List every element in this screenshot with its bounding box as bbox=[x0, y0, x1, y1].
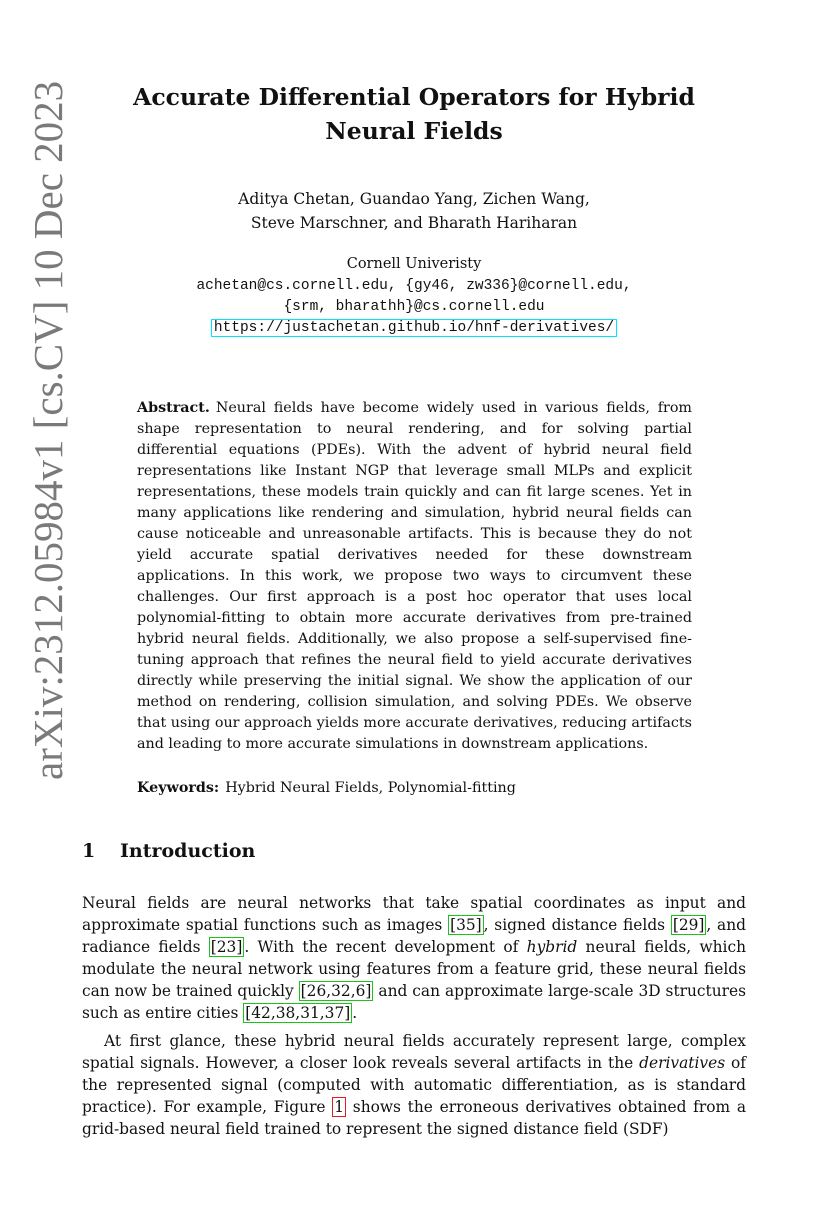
project-url-link[interactable]: https://justachetan.github.io/hnf-derivatives/ bbox=[211, 319, 617, 337]
emphasis-hybrid: hybrid bbox=[526, 938, 578, 956]
text-run: , signed distance fields bbox=[483, 916, 671, 934]
section-number: 1 bbox=[82, 840, 96, 862]
keywords-text: Hybrid Neural Fields, Polynomial-fitting bbox=[225, 780, 516, 796]
citation-link[interactable]: [23] bbox=[210, 938, 243, 956]
paper-title-line-1: Accurate Differential Operators for Hybrid bbox=[133, 83, 695, 111]
intro-paragraph-1 bbox=[82, 892, 746, 1024]
paper-title bbox=[100, 80, 728, 148]
project-link-row bbox=[100, 319, 728, 337]
section-title: Introduction bbox=[120, 840, 256, 862]
emphasis-derivatives: derivatives bbox=[639, 1054, 726, 1072]
figure-reference-link[interactable]: 1 bbox=[334, 1098, 345, 1116]
text-run: and can approximate large-scale 3D structures such as entire cities bbox=[82, 982, 746, 1022]
abstract bbox=[137, 398, 692, 755]
citation-link[interactable]: [35] bbox=[450, 916, 482, 934]
abstract-label: Abstract. bbox=[137, 400, 210, 416]
keywords bbox=[137, 778, 692, 799]
text-run: shows the erroneous derivatives obtained from a grid-based neural field trained to represent the signed distance field (SDF) bbox=[82, 1098, 746, 1138]
author-list-line-2: Steve Marschner, and Bharath Hariharan bbox=[250, 214, 578, 232]
section-heading-introduction bbox=[82, 840, 255, 862]
email-line-2: {srm, bharathh}@cs.cornell.edu bbox=[283, 299, 545, 315]
keywords-label: Keywords: bbox=[137, 780, 220, 796]
email-line-1: achetan@cs.cornell.edu, {gy46, zw336}@cornell.edu, bbox=[196, 278, 632, 294]
text-run: Neural fields are neural networks that take spatial coordinates as input and approximate spatial functions such as images bbox=[82, 894, 746, 934]
text-run: of the represented signal (computed with automatic differentiation, as is standard practice). For example, Figure bbox=[82, 1054, 746, 1116]
arxiv-identifier-stamp: arXiv:2312.05984v1 [cs.CV] 10 Dec 2023 bbox=[25, 80, 71, 780]
paper-title-line-2: Neural Fields bbox=[325, 117, 503, 145]
affiliation: Cornell Univeristy bbox=[346, 256, 482, 272]
citation-link[interactable]: [26,32,6] bbox=[300, 982, 372, 1000]
text-run: . With the recent development of bbox=[244, 938, 527, 956]
abstract-text: Neural fields have become widely used in various fields, from shape representation to neural rendering, and for solving partial differential equations (PDEs). With the advent of hybrid neural field representations like Instant NGP that leverage small MLPs and explicit representations, these models train quickly and can fit large scenes. Yet in many applications like rendering and simulation, hybrid neural fields can cause noticeable and unreasonable artifacts. This is because they do not yield accurate spatial derivatives needed for these downstream applications. In this work, we propose two ways to circumvent these challenges. Our first approach is a post hoc operator that uses local polynomial-fitting to obtain more accurate derivatives from pre-trained hybrid neural fields. Additionally, we also propose a self-supervised fine-tuning approach that refines the neural field to yield accurate derivatives directly while preserving the initial signal. We show the application of our method on rendering, collision simulation, and solving PDEs. We observe that using our approach yields more accurate derivatives, reducing artifacts and leading to more accurate simulations in downstream applications. bbox=[137, 400, 692, 752]
author-list-line-1: Aditya Chetan, Guandao Yang, Zichen Wang, bbox=[238, 190, 590, 208]
citation-link[interactable]: [29] bbox=[672, 916, 705, 934]
citation-link[interactable]: [42,38,31,37] bbox=[245, 1004, 351, 1022]
text-run: . bbox=[352, 1004, 358, 1022]
intro-paragraph-2 bbox=[82, 1030, 746, 1140]
text-run: neural fields, which modulate the neural network using features from a feature grid, these neural fields can now be trained quickly bbox=[82, 938, 746, 1000]
text-run: , and radiance fields bbox=[82, 916, 746, 956]
text-run: At first glance, these hybrid neural fields accurately represent large, complex spatial signals. However, a closer look reveals several artifacts in the bbox=[82, 1032, 746, 1072]
